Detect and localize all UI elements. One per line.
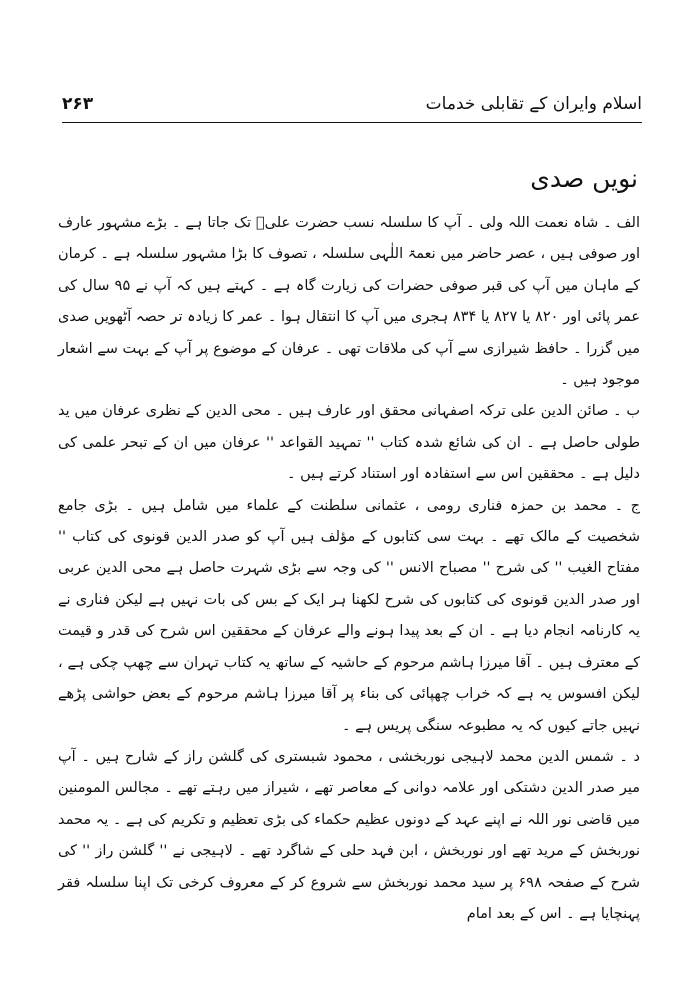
paragraph-be: ب ۔ صائن الدین علی ترکہ اصفہانی محقق اور عارف ہیں ۔ محی الدین کے نظری عرفان میں ید طولی حاصل ہے ۔ ان کی شائع شدہ کتاب '' تمہید القواعد '' عرفان میں ان کے تبحر علمی کی دلیل ہے ۔ محققین اس سے استفادہ اور استناد کرتے ہیں ۔ — [58, 403, 640, 483]
running-header — [62, 86, 642, 122]
paragraph-jeem: ج ۔ محمد بن حمزہ فناری رومی ، عثمانی سلطنت کے علماء میں شامل ہیں ۔ بڑی جامع شخصیت کے مالک تھے ۔ بہت سی کتابوں کے مؤلف ہیں آپ کو صدر الدین قونوی کی کتاب '' مفتاح الغیب '' کی شرح '' مصباح الانس '' کی وجہ سے بڑی شہرت حاصل ہے محی الدین عربی اور صدر الدین قونوی کی کتابوں کی شرح لکھنا ہر ایک کے بس کی بات نہیں ہے لیکن فناری نے یہ کارنامہ انجام دیا ہے ۔ ان کے بعد پیدا ہونے والے عرفان کے محققین اس شرح کی قدر و قیمت کے معترف ہیں ۔ آقا میرزا ہاشم مرحوم کے حاشیہ کے ساتھ یہ کتاب تہران سے چھپ چکی ہے ، لیکن افسوس یہ ہے کہ خراب چھپائی کی بناء پر آقا میرزا ہاشم مرحوم کے بعض حواشی پڑھے نہیں جاتے کیوں کہ یہ مطبوعہ سنگی پریس ہے ۔ — [58, 497, 640, 734]
paragraph-alif: الف ۔ شاہ نعمت اللہ ولی ۔ آپ کا سلسلہ نسب حضرت علیؑ تک جاتا ہے ۔ بڑے مشہور عارف اور صوفی ہیں ، عصر حاضر میں نعمۃ اللٰہی سلسلہ ، تصوف کا بڑا مشہور سلسلہ ہے ۔ کرمان کے ماہان میں آپ کی قبر صوفی حضرات کی زیارت گاہ ہے ۔ کہتے ہیں کہ آپ نے ۹۵ سال کی عمر پائی اور ۸۲۰ یا ۸۲۷ یا ۸۳۴ ہجری میں آپ کا انتقال ہوا ۔ عمر کا زیادہ تر حصہ آٹھویں صدی میں گزرا ۔ حافظ شیرازی سے آپ کی ملاقات تھی ۔ عرفان کے موضوع پر آپ کے بہت سے اشعار موجود ہیں ۔ — [58, 215, 640, 389]
header-divider — [62, 122, 642, 123]
body-text — [58, 208, 640, 930]
section-heading: نویں صدی — [530, 164, 638, 193]
page-number: ۲۶۳ — [62, 94, 94, 114]
header-title: اسلام وایران کے تقابلی خدمات — [425, 94, 642, 114]
paragraph-dal: د ۔ شمس الدین محمد لاہیجی نوربخشی ، محمود شبستری کی گلشن راز کے شارح ہیں ۔ آپ میر صدر الدین دشتکی اور علامہ دوانی کے معاصر تھے ، شیراز میں رہتے تھے ۔ مجالس المومنین میں قاضی نور اللہ نے اپنے عہد کے دونوں عظیم حکماء کی بڑی تعظیم و تکریم کی ہے ۔ یہ محمد نوربخش کے مرید تھے اور نوربخش ، ابن فہد حلی کے شاگرد تھے ۔ لاہیجی نے '' گلشن راز '' کی شرح کے صفحہ ۶۹۸ پر سید محمد نوربخش سے شروع کر کے معروف کرخی تک اپنا سلسلہ فقر پہنچایا ہے ۔ اس کے بعد امام — [58, 748, 640, 922]
